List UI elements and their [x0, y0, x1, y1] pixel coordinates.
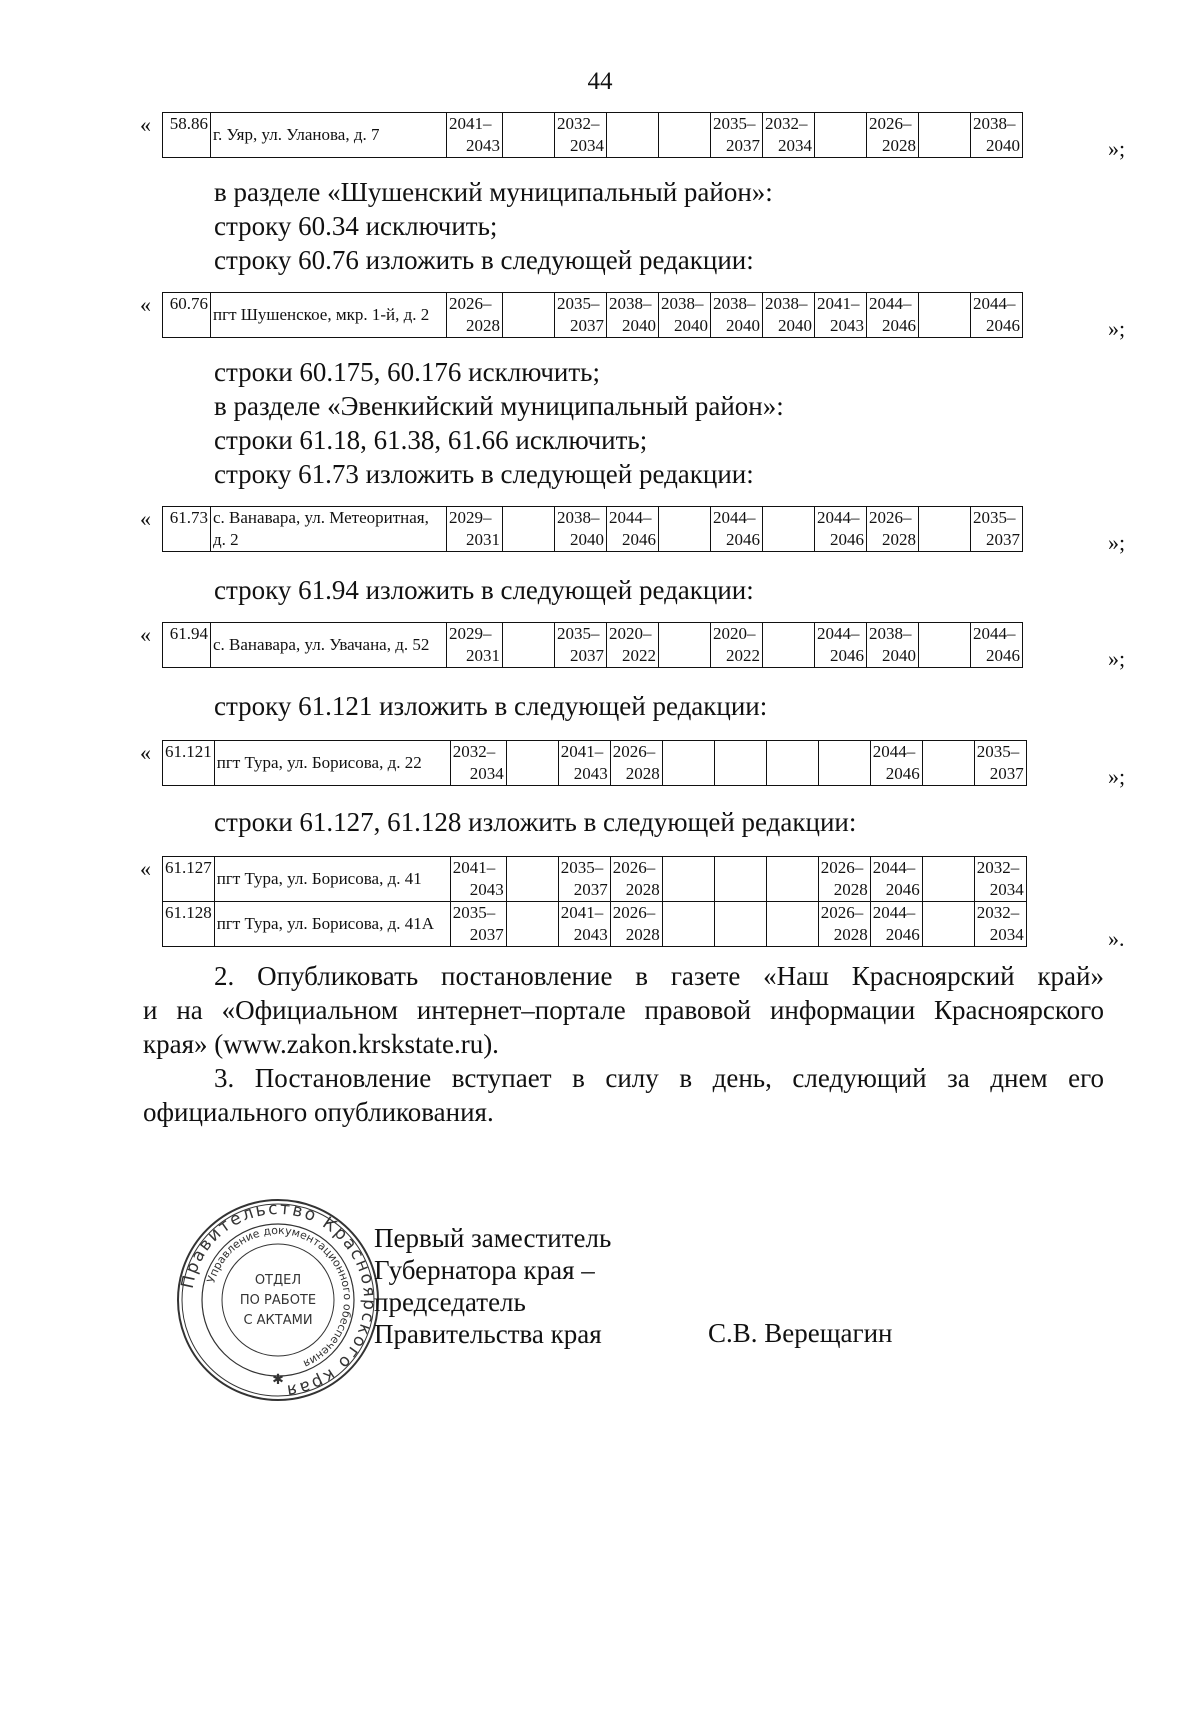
year-range-cell — [919, 623, 971, 668]
exclude-60-175: строки 60.175, 60.176 исключить; — [214, 357, 600, 387]
year-range-cell: 2029– 2031 — [447, 507, 503, 552]
year-range-cell — [506, 857, 558, 902]
year-range-cell — [766, 857, 818, 902]
signatory-role-line-4: Правительства края — [374, 1319, 602, 1349]
quote-close: »; — [1108, 136, 1126, 161]
year-range-cell — [503, 623, 555, 668]
year-range-cell: 2026– 2028 — [610, 857, 662, 902]
year-range-cell — [922, 902, 974, 947]
quote-open: « — [140, 740, 151, 765]
row-address: г. Уяр, ул. Уланова, д. 7 — [211, 113, 447, 158]
year-range-cell: 2038– 2040 — [607, 293, 659, 338]
year-range-cell — [503, 293, 555, 338]
quote-close: »; — [1108, 316, 1126, 341]
year-range-cell — [815, 113, 867, 158]
year-range-cell: 2041– 2043 — [450, 857, 506, 902]
year-range-cell: 2026– 2028 — [818, 857, 870, 902]
year-range-cell — [714, 741, 766, 786]
edit-61-121: строку 61.121 изложить в следующей редакции: — [214, 691, 768, 721]
table-row — [163, 741, 1027, 786]
year-range-cell: 2026– 2028 — [610, 902, 662, 947]
row-number: 61.128 — [163, 902, 215, 947]
year-range-cell — [659, 623, 711, 668]
amendment-table-61-127 — [162, 856, 1027, 947]
year-range-cell: 2044– 2046 — [607, 507, 659, 552]
year-range-cell: 2044– 2046 — [870, 857, 922, 902]
year-range-cell — [922, 741, 974, 786]
signatory-role — [374, 1222, 611, 1350]
signatory-role-line-1: Первый заместитель — [374, 1223, 612, 1253]
quote-close: »; — [1108, 646, 1126, 671]
year-range-cell: 2044– 2046 — [815, 623, 867, 668]
edit-60-76: строку 60.76 изложить в следующей редакции: — [214, 245, 754, 275]
year-range-cell — [607, 113, 659, 158]
table-row — [163, 857, 1027, 902]
year-range-cell: 2032– 2034 — [974, 902, 1026, 947]
year-range-cell: 2038– 2040 — [971, 113, 1023, 158]
amendment-table-58-86 — [162, 112, 1023, 158]
year-range-cell: 2035– 2037 — [450, 902, 506, 947]
table-row — [163, 507, 1023, 552]
quote-open: « — [140, 292, 151, 317]
year-range-cell: 2035– 2037 — [555, 623, 607, 668]
row-address: пгт Тура, ул. Борисова, д. 41А — [214, 902, 450, 947]
seal-center-line-1: ОТДЕЛ — [254, 1273, 302, 1288]
year-range-cell: 2035– 2037 — [558, 857, 610, 902]
year-range-cell — [714, 857, 766, 902]
year-range-cell: 2041– 2043 — [558, 902, 610, 947]
year-range-cell — [659, 507, 711, 552]
quote-close: »; — [1108, 764, 1126, 789]
year-range-cell: 2026– 2028 — [610, 741, 662, 786]
item-2-line-1: 2. Опубликовать постановление в газете «Наш Красноярский край» — [214, 961, 1104, 991]
exclude-60-34: строку 60.34 исключить; — [214, 211, 498, 241]
signatory-role-line-2: Губернатора края – — [374, 1255, 595, 1285]
year-range-cell: 2038– 2040 — [659, 293, 711, 338]
year-range-cell: 2035– 2037 — [711, 113, 763, 158]
year-range-cell — [503, 507, 555, 552]
year-range-cell: 2041– 2043 — [558, 741, 610, 786]
year-range-cell: 2035– 2037 — [974, 741, 1026, 786]
year-range-cell — [659, 113, 711, 158]
row-address: с. Ванавара, ул. Метеоритная, д. 2 — [211, 507, 447, 552]
official-seal — [174, 1196, 382, 1404]
year-range-cell: 2044– 2046 — [711, 507, 763, 552]
year-range-cell — [506, 902, 558, 947]
seal-star-icon: ✱ — [272, 1372, 284, 1388]
year-range-cell: 2032– 2034 — [974, 857, 1026, 902]
year-range-cell — [919, 113, 971, 158]
seal-center-line-3: С АКТАМИ — [243, 1313, 313, 1328]
year-range-cell: 2035– 2037 — [555, 293, 607, 338]
year-range-cell — [662, 902, 714, 947]
year-range-cell — [503, 113, 555, 158]
edit-61-73: строку 61.73 изложить в следующей редакции: — [214, 459, 754, 489]
amendment-table-61-94 — [162, 622, 1023, 668]
item-2-line-2: и на «Официальном интернет–портале правовой информации Красноярского — [143, 995, 1104, 1025]
row-address: пгт Тура, ул. Борисова, д. 22 — [214, 741, 450, 786]
year-range-cell: 2041– 2043 — [447, 113, 503, 158]
seal-outer-text: Правительство Красноярского края — [177, 1198, 380, 1401]
year-range-cell: 2026– 2028 — [447, 293, 503, 338]
year-range-cell — [766, 741, 818, 786]
year-range-cell — [506, 741, 558, 786]
year-range-cell: 2026– 2028 — [818, 902, 870, 947]
row-address: пгт Тура, ул. Борисова, д. 41 — [214, 857, 450, 902]
page-number: 44 — [587, 68, 613, 95]
edit-61-127: строки 61.127, 61.128 изложить в следующей редакции: — [214, 807, 857, 837]
amendment-table-61-121 — [162, 740, 1027, 786]
year-range-cell — [662, 857, 714, 902]
quote-open: « — [140, 622, 151, 647]
year-range-cell: 2044– 2046 — [971, 623, 1023, 668]
table-row — [163, 113, 1023, 158]
item-3-line-2: официального опубликования. — [143, 1097, 494, 1127]
year-range-cell: 2044– 2046 — [870, 741, 922, 786]
year-range-cell: 2044– 2046 — [870, 902, 922, 947]
year-range-cell: 2038– 2040 — [711, 293, 763, 338]
year-range-cell: 2044– 2046 — [815, 507, 867, 552]
item-2-line-3: края» (www.zakon.krskstate.ru). — [143, 1029, 499, 1059]
row-address: с. Ванавара, ул. Увачана, д. 52 — [211, 623, 447, 668]
row-number: 61.94 — [163, 623, 211, 668]
year-range-cell — [766, 902, 818, 947]
item-3-line-1: 3. Постановление вступает в силу в день, следующий за днем его — [214, 1063, 1104, 1093]
seal-inner-text: Управление документационного обеспечения — [204, 1223, 355, 1371]
year-range-cell: 2020– 2022 — [607, 623, 659, 668]
year-range-cell — [818, 741, 870, 786]
row-number: 60.76 — [163, 293, 211, 338]
year-range-cell: 2041– 2043 — [815, 293, 867, 338]
row-number: 61.127 — [163, 857, 215, 902]
year-range-cell: 2035– 2037 — [971, 507, 1023, 552]
year-range-cell — [662, 741, 714, 786]
quote-close-final: ». — [1108, 926, 1125, 951]
quote-open: « — [140, 112, 151, 137]
row-number: 61.73 — [163, 507, 211, 552]
quote-open: « — [140, 856, 151, 881]
year-range-cell: 2020– 2022 — [711, 623, 763, 668]
year-range-cell — [763, 507, 815, 552]
year-range-cell — [922, 857, 974, 902]
year-range-cell — [919, 507, 971, 552]
year-range-cell: 2026– 2028 — [867, 113, 919, 158]
table-row — [163, 623, 1023, 668]
seal-center-line-2: ПО РАБОТЕ — [239, 1293, 317, 1308]
signatory-role-line-3: председатель — [374, 1287, 526, 1317]
year-range-cell — [763, 623, 815, 668]
year-range-cell: 2032– 2034 — [555, 113, 607, 158]
year-range-cell — [714, 902, 766, 947]
year-range-cell: 2032– 2034 — [450, 741, 506, 786]
quote-open: « — [140, 506, 151, 531]
table-row — [163, 293, 1023, 338]
section-shushensky: в разделе «Шушенский муниципальный район»: — [214, 177, 773, 207]
quote-close: »; — [1108, 530, 1126, 555]
year-range-cell — [919, 293, 971, 338]
year-range-cell: 2044– 2046 — [867, 293, 919, 338]
signatory-name: С.В. Верещагин — [708, 1318, 893, 1348]
year-range-cell: 2029– 2031 — [447, 623, 503, 668]
row-number: 61.121 — [163, 741, 215, 786]
year-range-cell: 2026– 2028 — [867, 507, 919, 552]
year-range-cell: 2032– 2034 — [763, 113, 815, 158]
year-range-cell: 2044– 2046 — [971, 293, 1023, 338]
year-range-cell: 2038– 2040 — [763, 293, 815, 338]
amendment-table-61-73 — [162, 506, 1023, 552]
table-row — [163, 902, 1027, 947]
row-number: 58.86 — [163, 113, 211, 158]
year-range-cell: 2038– 2040 — [867, 623, 919, 668]
amendment-table-60-76 — [162, 292, 1023, 338]
row-address: пгт Шушенское, мкр. 1-й, д. 2 — [211, 293, 447, 338]
section-evenki: в разделе «Эвенкийский муниципальный район»: — [214, 391, 784, 421]
year-range-cell: 2038– 2040 — [555, 507, 607, 552]
edit-61-94: строку 61.94 изложить в следующей редакции: — [214, 575, 754, 605]
exclude-61-18: строки 61.18, 61.38, 61.66 исключить; — [214, 425, 648, 455]
